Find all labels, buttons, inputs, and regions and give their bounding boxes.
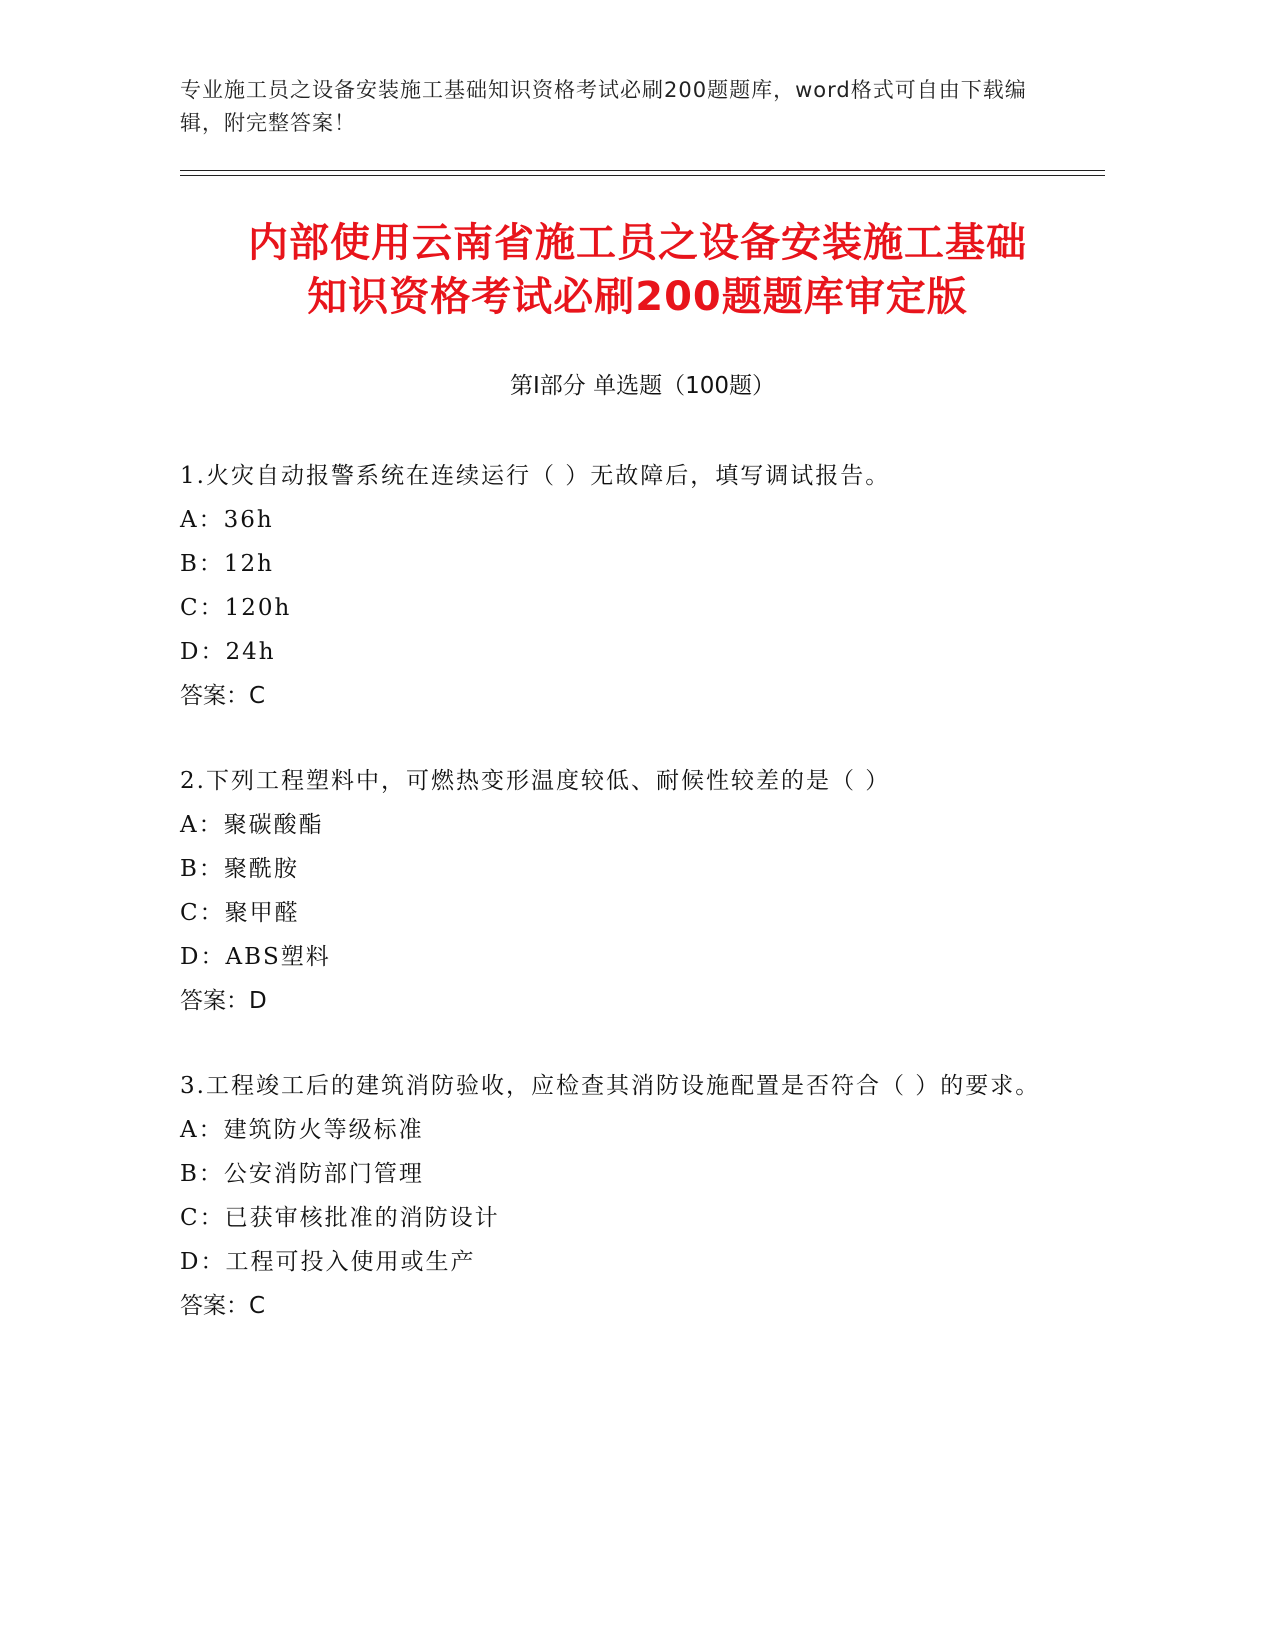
question-stem: 2.下列工程塑料中，可燃热变形温度较低、耐候性较差的是（ ）: [180, 768, 891, 794]
question-stem: 1.火灾自动报警系统在连续运行（ ）无故障后，填写调试报告。: [180, 463, 891, 489]
option-letter: A：: [180, 812, 224, 838]
option-letter: A：: [180, 507, 224, 533]
option-b: [180, 847, 1060, 891]
option-text: ABS塑料: [225, 944, 331, 970]
option-letter: B：: [180, 1161, 224, 1187]
document-title-line-1: 内部使用云南省施工员之设备安装施工基础: [248, 220, 1027, 266]
answer-line: 答案：C: [180, 683, 266, 709]
option-letter: B：: [180, 551, 224, 577]
option-text: 工程可投入使用或生产: [225, 1249, 476, 1275]
header-divider-bottom: [180, 175, 1105, 176]
option-c: [180, 586, 1060, 630]
section-heading: 第Ⅰ部分 单选题（100题）: [510, 373, 775, 399]
option-a: [180, 803, 1060, 847]
option-text: 建筑防火等级标准: [223, 1117, 424, 1143]
option-text: 36h: [223, 507, 274, 533]
option-letter: D：: [180, 1249, 226, 1275]
option-letter: D：: [180, 944, 226, 970]
option-a: [180, 498, 1060, 542]
header-divider-top: [180, 170, 1105, 171]
option-b: [180, 1152, 1060, 1196]
option-letter: B：: [180, 856, 224, 882]
answer-line: 答案：D: [180, 988, 267, 1014]
option-text: 聚碳酸酯: [223, 812, 324, 838]
option-text: 聚甲醛: [224, 900, 300, 926]
option-letter: C：: [180, 1205, 225, 1231]
header-note: 专业施工员之设备安装施工基础知识资格考试必刷200题题库，word格式可自由下载编辑，附完整答案！: [180, 78, 1027, 135]
document-title-line-2: 知识资格考试必刷200题题库审定版: [307, 274, 968, 320]
option-letter: C：: [180, 595, 225, 621]
option-text: 聚酰胺: [223, 856, 299, 882]
option-c: [180, 1196, 1060, 1240]
option-text: 24h: [225, 639, 276, 665]
option-d: [180, 935, 1060, 979]
option-c: [180, 891, 1060, 935]
option-a: [180, 1108, 1060, 1152]
option-letter: D：: [180, 639, 226, 665]
option-text: 公安消防部门管理: [223, 1161, 424, 1187]
option-d: [180, 1240, 1060, 1284]
answer-line: 答案：C: [180, 1293, 266, 1319]
option-letter: C：: [180, 900, 225, 926]
option-d: [180, 630, 1060, 674]
question-stem: 3.工程竣工后的建筑消防验收，应检查其消防设施配置是否符合（ ）的要求。: [180, 1073, 1041, 1099]
question-1: [180, 455, 1060, 718]
option-text: 已获审核批准的消防设计: [224, 1205, 500, 1231]
question-3: [180, 1065, 1060, 1328]
option-letter: A：: [180, 1117, 224, 1143]
question-list: [180, 455, 1060, 1370]
option-b: [180, 542, 1060, 586]
option-text: 120h: [224, 595, 292, 621]
option-text: 12h: [223, 551, 274, 577]
question-2: [180, 760, 1060, 1023]
document-title: [150, 216, 1125, 324]
